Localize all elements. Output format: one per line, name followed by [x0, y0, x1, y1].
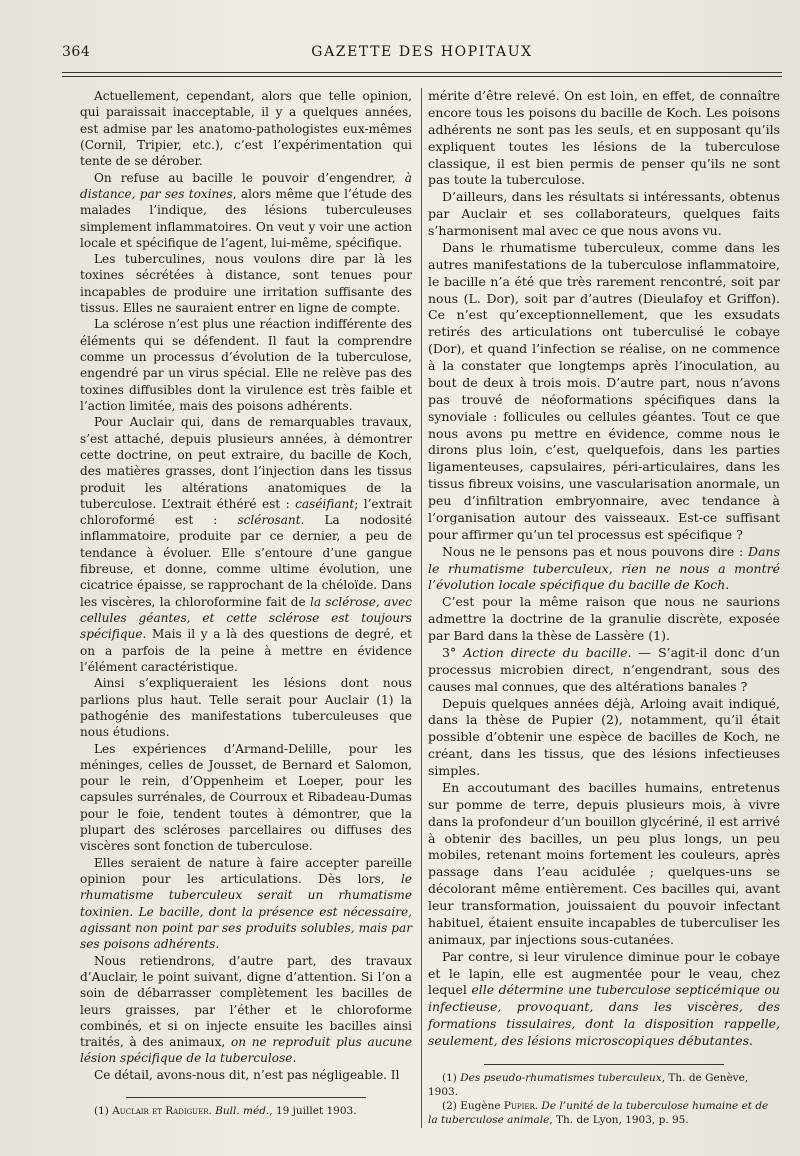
right-column	[428, 88, 780, 1127]
body-paragraph	[80, 741, 412, 855]
text-run: , Th. de Genève, 1903.	[428, 1071, 749, 1098]
text-run: .	[749, 1033, 754, 1048]
text-run: C’est pour la même raison que nous ne saurions admettre la doctrine de la granulie discrète, exposée par Bard dans la thèse de Lassère (1).	[428, 594, 780, 643]
column-divider	[421, 88, 422, 1128]
text-run: .	[208, 1105, 216, 1118]
text-run: Ainsi s’expliqueraient les lésions dont nous parlions plus haut. Telle serait pour Auclair (1) la pathogénie des manifestations tuberculeuses que nous étudions.	[80, 676, 412, 740]
text-run: , alors même que l’étude des malades l’indique, des lésions tuberculeuses simplement inflammatoires. On veut y voir une action locale et spécifique de l’agent, lui-même, spécifique.	[80, 186, 412, 250]
body-paragraph	[80, 1067, 412, 1083]
text-run: .	[215, 937, 220, 952]
body-paragraph	[428, 780, 780, 949]
italic-phrase: le rhumatisme tuberculeux serait un rhumatisme toxinien. Le bacille, dont la présence est nécessaire, agissant non point par ses produits solubles, mais par ses poisons adhérents	[80, 872, 412, 952]
text-run: .	[534, 1099, 542, 1112]
text-run: mérite d’être relevé. On est loin, en effet, de connaître encore tous les poisons du bacille de Koch. Les poisons adhérents ne sont pas les seuls, et en supposant qu’ils expliquent toutes les lésions de la tuberculose classique, il est bien permis de penser qu’ils ne sont pas toute la tuberculose.	[428, 88, 780, 188]
text-run: ; l’extrait chloroformé est :	[80, 496, 412, 528]
body-paragraph	[428, 645, 780, 696]
footnote-rule	[484, 1064, 724, 1065]
body-paragraph	[80, 675, 412, 740]
footnote	[428, 1071, 780, 1099]
text-run: Par contre, si leur virulence diminue pour le cobaye et le lapin, elle est augmentée pour le veau, chez lequel	[428, 948, 780, 998]
text-run: (2) Eugène	[442, 1099, 504, 1112]
text-run: , Th. de Lyon, 1903, p. 95.	[549, 1113, 689, 1126]
body-paragraph	[428, 88, 780, 189]
footnote	[80, 1104, 412, 1118]
text-run: . Mais il y a là des questions de degré, et on a parfois de la peine à mettre en évidence l’élément caractéristique.	[80, 627, 412, 674]
text-run: , 19 juillet 1903.	[269, 1105, 357, 1118]
text-run: On refuse au bacille le pouvoir d’engendrer,	[94, 170, 405, 185]
italic-phrase: la sclérose, avec cellules géantes, et cette sclérose est toujours spécifique	[80, 594, 412, 642]
text-run: (1)	[94, 1105, 113, 1118]
header-rule	[62, 72, 782, 73]
text-run: D’ailleurs, dans les résultats si intéressants, obtenus par Auclair et ses collaborateurs, quelques faits s’harmonisent mal avec ce que nous avons vu.	[428, 189, 780, 238]
italic-phrase: caséifiant	[295, 496, 355, 511]
text-run: Dans le rhumatisme tuberculeux, comme dans les autres manifestations de la tuberculose inflammatoire, le bacille n’a été que très rarement rencontré, soit par nous (L. Dor), soit par d’autres (Dieulafoy et Griffon). Ce n’est qu’exceptionnellement, que les exsudats retirés des articulations ont tuberculisé le cobaye (Dor), et quand l’infection se réalise, on ne commence à la constater que longtemps après l’inoculation, au bout de deux à trois mois. D’autre part, nous n’avons pas trouvé de néoformations spécifiques dans la synoviale : follicules ou cellules géantes. Tout ce que nous avons pu mettre en évidence, comme nous le dirons plus loin, c’est, quelquefois, dans les parties ligamenteuses, capsulaires, péri-articulaires, dans les tissus fibreux voisins, une vascularisation anormale, un peu d’infiltration embryonnaire, avec tendance à l’organisation autour des vaisseaux. Est-ce suffisant pour affirmer qu’un tel processus est spécifique ?	[428, 239, 780, 542]
italic-phrase: elle détermine une tuberculose septicémique ou infectieuse, provoquant, dans les viscères, des formations tissulaires, dont la disposition rappelle, seulement, des lésions microscopiques débutantes	[428, 982, 780, 1048]
body-paragraph	[80, 170, 412, 252]
body-paragraph	[428, 240, 780, 544]
text-run: (1)	[442, 1071, 461, 1084]
page-number: 364	[62, 44, 91, 60]
text-run: Pour Auclair qui, dans de remarquables travaux, s’est attaché, depuis plusieurs années, à démontrer cette doctrine, on peut extraire, du bacille de Koch, des matières grasses, dont l’injection dans les tissus produit les altérations anatomiques de la tuberculose. L’extrait éthéré est :	[80, 415, 412, 511]
italic-phrase: Dans le rhumatisme tuberculeux, rien ne nous a montré l’évolution locale spécifique du bacille de Koch	[428, 543, 780, 593]
body-paragraph	[428, 189, 780, 240]
body-paragraph	[80, 88, 412, 170]
text-run: Actuellement, cependant, alors que telle opinion, qui paraissait inacceptable, il y a quelques années, est admise par les anatomo-pathologistes eux-mêmes (Cornil, Tripier, etc.), c’est l’expérimentation qui tente de se dérober.	[80, 89, 412, 169]
page-header	[62, 44, 782, 68]
text-run: . La nodosité inflammatoire, produite par ce dernier, a peu de tendance à évoluer. Elle s’entoure d’une gangue fibreuse, et donne, comme ultime évolution, une cicatrice épaisse, se rapprochant de la chéloïde. Dans les viscères, la chloroformine fait de	[80, 513, 412, 609]
header-rule-double	[62, 76, 782, 77]
body-paragraph	[80, 855, 412, 953]
running-title: GAZETTE DES HOPITAUX	[311, 44, 533, 60]
italic-phrase: De l’unité de la tuberculose humaine et de la tuberculose animale	[428, 1099, 769, 1126]
body-paragraph	[428, 544, 780, 595]
italic-phrase: à distance, par ses toxines	[80, 170, 412, 201]
body-paragraph	[428, 696, 780, 780]
text-run: .	[292, 1051, 297, 1066]
text-run: Les expériences d’Armand-Delille, pour les méninges, celles de Jousset, de Bernard et Salomon, pour le rein, d’Oppenheim et Loeper, pour les capsules surrénales, de Courroux et Ribadeau-Dumas pour le foie, tendent toutes à démontrer, que la plupart des scléroses parcellaires ou diffuses des viscères sont fonction de tuberculose.	[80, 741, 412, 854]
text-run: Ce détail, avons-nous dit, n’est pas négligeable. Il	[94, 1067, 400, 1082]
author-name: Auclair et Radiguer	[112, 1105, 209, 1118]
text-run: La sclérose n’est plus une réaction indifférente des éléments qui se défendent. Il faut la comprendre comme un processus d’évolution de la tuberculose, engendré par un virus spécial. Elle ne relève pas des toxines diffusibles dont la virulence est très faible et l’action limitée, mais des poisons adhérents.	[80, 317, 412, 413]
text-run: En accoutumant des bacilles humains, entretenus sur pomme de terre, depuis plusieurs mois, à vivre dans la profondeur d’un bouillon glycériné, il est arrivé à obtenir des bacilles, un peu plus longs, un peu mobiles, retenant moins fortement les couleurs, après passage dans l’eau acidulée ; quelques-uns se décolorant même entièrement. Ces bacilles qui, avant leur transformation, jouissaient du pouvoir infectant habituel, étaient ensuite incapables de tuberculiser les animaux, par injections sous-cutanées.	[428, 779, 780, 947]
body-paragraph	[428, 949, 780, 1050]
text-run: 3°	[442, 644, 464, 660]
author-name: Pupier	[503, 1099, 535, 1112]
left-column	[80, 88, 412, 1118]
italic-phrase: Bull. méd.	[215, 1105, 270, 1118]
footnote-rule	[126, 1097, 366, 1098]
text-run: Les tuberculines, nous voulons dire par là les toxines sécrétées à distance, sont tenues pour incapables de produire une irritation suffisante des tissus. Elles ne sauraient entrer en ligne de compte.	[80, 252, 412, 316]
text-run: . — S’agit-il donc d’un processus microbien direct, n’engendrant, sous des causes mal connues, que des altérations banales ?	[428, 644, 780, 694]
italic-phrase: Action directe du bacille	[463, 644, 628, 660]
text-run: Nous retiendrons, d’autre part, des travaux d’Auclair, le point suivant, digne d’attention. Si l’on a soin de débarrasser complètement les bacilles de leurs graisses, par l’éther et le chloroforme combinés, et si on injecte ensuite les bacilles ainsi traités, à des animaux,	[80, 953, 412, 1050]
body-paragraph	[80, 316, 412, 414]
text-run: Depuis quelques années déjà, Arloing avait indiqué, dans la thèse de Pupier (2), notamment, qu’il était possible d’obtenir une espèce de bacilles de Koch, ne créant, dans les tissus, que des lésions infectieuses simples.	[428, 695, 780, 778]
italic-phrase: sclérosant	[237, 513, 301, 528]
body-paragraph	[80, 414, 412, 675]
text-run: Elles seraient de nature à faire accepter pareille opinion pour les articulations. Dès lors,	[80, 855, 412, 886]
footnote	[428, 1099, 780, 1127]
body-paragraph	[80, 251, 412, 316]
text-run: .	[725, 577, 730, 593]
body-paragraph	[80, 953, 412, 1067]
text-run: Nous ne le pensons pas et nous pouvons dire :	[442, 543, 749, 559]
body-paragraph	[428, 594, 780, 645]
italic-phrase: Des pseudo-rhumatismes tuberculeux	[460, 1071, 662, 1084]
italic-phrase: on ne reproduit plus aucune lésion spécifique de la tuberculose	[80, 1035, 412, 1066]
